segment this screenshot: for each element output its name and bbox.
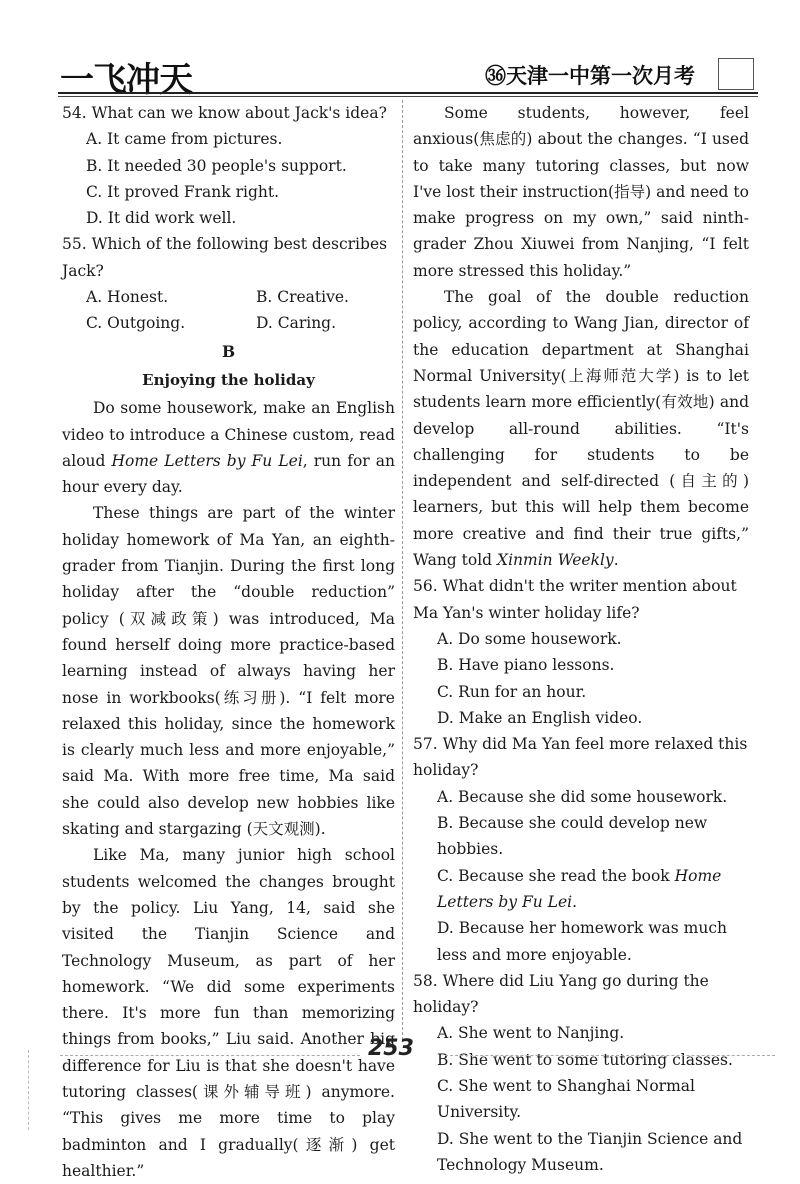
paragraph-5-text-a: The goal of the double reduction policy, according to Wang Jian, director of the education department at Shanghai Normal University(上海师范大学) is to let students learn more efficiently(有效地) and develop all-round abilities. “It's challenging for students to be independent and self-directed (自主的) learners, but this will help them become more creative and find their true gifts,” Wang told bbox=[413, 288, 749, 570]
brand-logo: 一飞冲天 bbox=[60, 60, 192, 100]
paragraph-5-text-c: . bbox=[613, 551, 619, 570]
question-55-row-2 bbox=[86, 310, 395, 336]
question-54-option-a: A. It came from pictures. bbox=[86, 130, 283, 149]
question-55-option-c: C. Outgoing. bbox=[86, 314, 186, 333]
question-54-option-c: C. It proved Frank right. bbox=[86, 182, 280, 201]
page-number: 253 bbox=[368, 1036, 414, 1061]
question-58-option-a: A. She went to Nanjing. bbox=[437, 1024, 625, 1043]
question-55-option-b: B. Creative. bbox=[256, 288, 349, 307]
column-divider bbox=[402, 100, 403, 1040]
question-57-stem: 57. Why did Ma Yan feel more relaxed this holiday? bbox=[413, 735, 748, 780]
exam-series-title: ㊱天津一中第一次月考 bbox=[485, 64, 695, 88]
question-54-option-d: D. It did work well. bbox=[86, 209, 237, 228]
question-58-option-b: B. She went to some tutoring classes. bbox=[437, 1050, 733, 1069]
question-57-option-c-book: Home Letters by Fu Lei bbox=[437, 866, 722, 911]
header-rule-thin bbox=[58, 96, 758, 97]
question-58-option-c: C. She went to Shanghai Normal University. bbox=[437, 1076, 695, 1122]
question-56-option-d: D. Make an English video. bbox=[437, 708, 643, 727]
question-56-option-c: C. Run for an hour. bbox=[437, 682, 587, 701]
question-57-option-b: B. Because she could develop new hobbies. bbox=[437, 814, 708, 859]
question-55-option-d: D. Caring. bbox=[256, 314, 337, 333]
paragraph-5-magazine: Xinmin Weekly bbox=[497, 551, 614, 570]
passage-paragraph-2: These things are part of the winter holiday homework of Ma Yan, an eighth-grader from Tianjin. During the first long holiday after the “double reduction” policy (双减政策) was introduced, Ma found herself doing more practice-based learning instead of always having her nose in workbooks(练习册). “I felt more relaxed this holiday, since the homework is clearly much less and more enjoyable,” said Ma. With more free time, Ma said she could also develop new hobbies like skating and stargazing (天文观测). bbox=[62, 504, 395, 839]
question-58-stem: 58. Where did Liu Yang go during the holiday? bbox=[413, 971, 709, 1017]
question-54-option-b: B. It needed 30 people's support. bbox=[86, 156, 347, 175]
question-54-stem: 54. What can we know about Jack's idea? bbox=[62, 104, 387, 122]
question-55-option-a: A. Honest. bbox=[86, 288, 169, 307]
page-header bbox=[0, 0, 800, 100]
question-55-stem: 55. Which of the following best describes Jack? bbox=[62, 235, 388, 280]
question-55-row-1 bbox=[86, 284, 395, 310]
question-57-option-c-end: . bbox=[572, 892, 578, 911]
passage-paragraph-3: Like Ma, many junior high school students welcomed the changes brought by the policy. Liu Yang, 14, said she visited the Tianjin Science and Technology Museum, as part of her homework. “We did some experiments there. It's more fun than memorizing things from books,” Liu said. Another big difference for Liu is that she doesn't have tutoring classes(课外辅导班) anymore. “This gives me more time to play badminton and I gradually(逐渐) get healthier.” bbox=[62, 846, 395, 1180]
right-column bbox=[413, 100, 749, 1178]
footer-rule-right bbox=[445, 1055, 775, 1056]
question-57-option-d: D. Because her homework was much less and more enjoyable. bbox=[437, 919, 727, 964]
question-57-option-a: A. Because she did some housework. bbox=[437, 787, 728, 806]
passage-paragraph-1 bbox=[62, 395, 395, 500]
binding-margin-line bbox=[28, 1050, 29, 1130]
question-56-stem: 56. What didn't the writer mention about Ma Yan's winter holiday life? bbox=[413, 577, 737, 622]
header-rule bbox=[58, 92, 758, 94]
left-column bbox=[62, 100, 395, 1184]
paragraph-1-text-a: Do some housework, make an English video to introduce a Chinese custom, read aloud bbox=[62, 399, 395, 470]
paragraph-1-text-c: , run for an hour every day. bbox=[62, 451, 395, 497]
question-57-option-c-text: C. Because she read the book bbox=[437, 866, 675, 885]
question-57-option-c bbox=[437, 863, 749, 916]
section-label: B bbox=[221, 341, 236, 361]
passage-paragraph-5 bbox=[413, 284, 749, 573]
footer-rule-left bbox=[60, 1055, 360, 1056]
passage-paragraph-4: Some students, however, feel anxious(焦虑的) about the changes. “I used to take many tutoring classes, but now I've lost their instruction(指导) and need to make progress on my own,” said ninth-grader Zhou Xiuwei from Nanjing, “I felt more stressed this holiday.” bbox=[413, 104, 749, 280]
question-58-option-d: D. She went to the Tianjin Science and Technology Museum. bbox=[437, 1129, 743, 1174]
passage-title: Enjoying the holiday bbox=[142, 370, 315, 389]
question-56-option-b: B. Have piano lessons. bbox=[437, 656, 615, 675]
paragraph-1-book-title: Home Letters by Fu Lei bbox=[111, 451, 303, 470]
corner-logo-icon bbox=[718, 58, 754, 90]
question-56-option-a: A. Do some housework. bbox=[437, 629, 622, 648]
